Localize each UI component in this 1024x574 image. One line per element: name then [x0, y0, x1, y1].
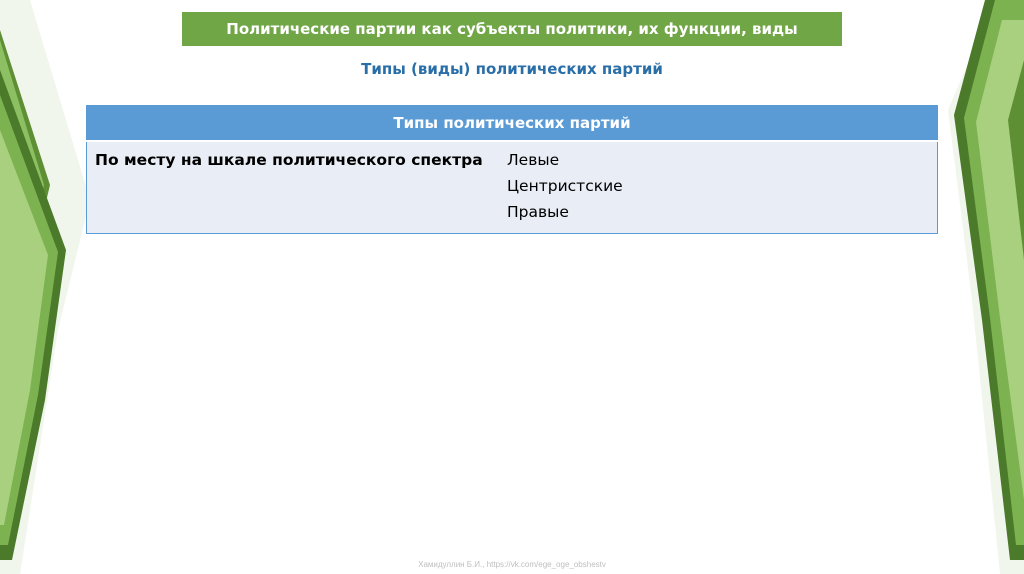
- slide-title: Политические партии как субъекты политики, их функции, виды: [226, 20, 798, 38]
- party-types-table: [86, 105, 938, 234]
- left-green-stripes: [0, 0, 90, 574]
- criterion-cell: По месту на шкале политического спектра: [87, 141, 500, 234]
- table-row: [87, 141, 938, 234]
- footer-credit: Хамидуллин Б.И., https://vk.com/ege_oge_obshestv: [418, 560, 606, 569]
- slide-title-bar: [182, 12, 842, 46]
- right-green-stripes: [948, 0, 1024, 574]
- values-cell: [499, 141, 938, 234]
- table-header-row: [87, 106, 938, 142]
- table-header: Типы политических партий: [87, 106, 938, 142]
- slide-subtitle: Типы (виды) политических партий: [361, 60, 663, 78]
- party-type-right: Правые: [507, 203, 569, 221]
- party-type-centrist: Центристские: [507, 177, 623, 195]
- party-type-left: Левые: [507, 151, 560, 169]
